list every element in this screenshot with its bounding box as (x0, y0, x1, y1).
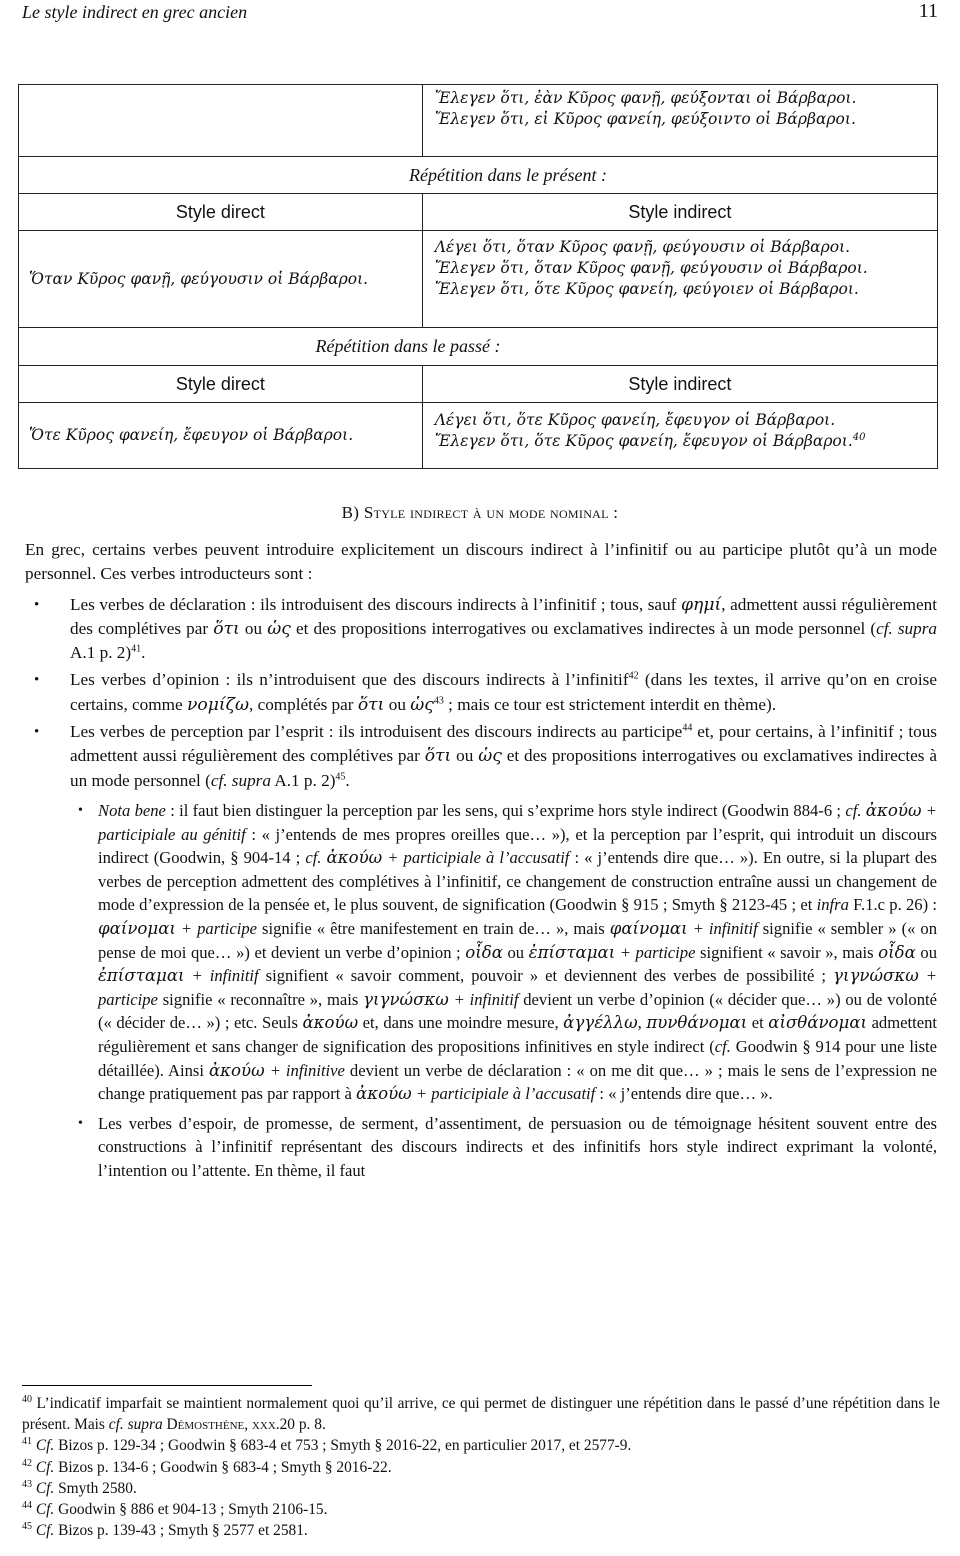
past-section-title: Répétition dans le passé : (315, 336, 501, 356)
text: ou (915, 942, 938, 962)
table-header-cell (422, 366, 937, 403)
text: . (345, 770, 350, 790)
text: signifie « être manifestement en train de… », mais (257, 918, 610, 938)
italic-text: cf. supra (108, 1416, 163, 1434)
text: F.1.c p. 26) : (848, 895, 937, 915)
text: ou (502, 942, 529, 962)
text: admettent régulièrement et sans changer de signification des propositions infinitives en style indirect ( (98, 1013, 937, 1056)
text: signifie « reconnaître », mais (157, 989, 364, 1009)
text: et, pour certains, à l’infinitif ; tous admettent aussi régulièrement des complétives par (70, 722, 937, 766)
text: Bizos p. 139-43 ; Smyth § 2577 et 2581. (54, 1522, 308, 1540)
italic-text: cf. (305, 848, 322, 868)
text: signifient « savoir », mais (695, 942, 879, 962)
greek-word: ὡς (478, 746, 502, 767)
table-cell (19, 231, 423, 328)
footnote (22, 1499, 940, 1520)
text: signifient « savoir comment, pouvoir » et deviennent des verbes de possibilité ; (258, 966, 834, 986)
page-header (22, 0, 938, 34)
table-cell (19, 403, 423, 469)
table-header-cell (19, 194, 423, 231)
greek-word: οἶδα (878, 942, 916, 962)
greek-word: ἀκούω (326, 848, 383, 868)
italic-text: + participe (615, 942, 696, 962)
footnote (22, 1457, 940, 1478)
footnote-ref: 40 (852, 431, 866, 443)
text: et des propositions interrogatives ou exclamatives indirectes à un mode personnel ( (70, 746, 937, 790)
footnote (22, 1435, 940, 1456)
italic-text: Cf. (35, 1437, 55, 1455)
footnote-number: 40 (22, 1393, 32, 1405)
text: L’indicatif imparfait se maintient normalement quoi qu’il arrive, ce qui permet de distinguer une répétition dans le passé d’une répétition dans le présent. Mais (22, 1395, 940, 1434)
list-item: • Les verbes d’espoir, de promesse, de serment, d’assentiment, de persuasion ou de témoignage hésitent souvent entre des constructions à l’infinitif représentant des discours indirects et des infinitifs hors style indirect exprimant la volonté, l’intention ou l’attente. En thème, il faut (0, 1112, 937, 1183)
footnote-ref: 43 (433, 695, 444, 707)
text: .20 p. 8. (275, 1416, 326, 1434)
text: A.1 p. 2) (70, 643, 132, 663)
table-cell-intro-examples (422, 85, 937, 157)
text: ou (451, 746, 479, 766)
italic-text: cf. (714, 1036, 731, 1056)
text: : « j’entends dire que… ». (595, 1084, 773, 1104)
footnote-ref: 41 (131, 643, 142, 655)
text: Les verbes de déclaration : ils introduisent des discours indirects à l’infinitif ; tous, sauf (70, 594, 681, 614)
text: Bizos p. 134-6 ; Goodwin § 683-4 ; Smyth § 2016-22. (54, 1458, 392, 1476)
footnote-ref: 42 (628, 670, 639, 682)
table-section-row (19, 328, 938, 366)
greek-word: γιγνώσκω (833, 966, 919, 986)
footnotes (22, 1393, 940, 1541)
text: devient un verbe de déclaration : « on me dit que… » ; mais le sens de l’expression ne change pratiquement pas par rapport à (98, 1060, 938, 1104)
greek-line: Λέγει ὅτι, ὅτε Κῦρος φανείη, ἔφευγον οἱ Βάρβαροι. (434, 411, 836, 429)
italic-text: + participiale à l’accusatif (382, 848, 570, 868)
greek-word: ἐπίσταμαι (98, 966, 185, 986)
text: devient un verbe d’opinion (« décider que… ») ou de volonté (« décider de… ») ; etc. Seuls (98, 989, 937, 1033)
intro-paragraph: En grec, certains verbes peuvent introduire explicitement un discours indirect à l’infinitif ou au participe plutôt qu’à un mode personnel. Ces verbes introducteurs sont : (25, 540, 937, 584)
greek-line: Ἔλεγεν ὅτι, ὅταν Κῦρος φανῇ, φεύγουσιν οἱ Βάρβαροι. (434, 259, 868, 277)
greek-word: ὅτι (213, 618, 240, 639)
footnote-number: 42 (22, 1457, 32, 1469)
text: et, dans une moindre mesure, (358, 1013, 564, 1033)
text: Goodwin § 914 pour une liste détaillée). Ainsi (98, 1036, 938, 1080)
italic-text: + participe (175, 918, 258, 938)
italic-text: + infinitif (448, 989, 519, 1009)
text: Bizos p. 129-34 ; Goodwin § 683-4 et 753 ; Smyth § 2016-22, en particulier 2017, et 2577-9. (54, 1437, 632, 1455)
italic-text: Cf. (35, 1501, 55, 1519)
nota-bene-item (0, 799, 937, 1106)
greek-word: οἶδα (465, 942, 503, 962)
greek-text: Ἔλεγεν ὅτι, ὅτε Κῦρος φανείη, ἔφευγον οἱ Βάρβαροι. (434, 432, 853, 450)
italic-text: Cf. (35, 1522, 55, 1540)
italic-text: + infinitif (184, 966, 259, 986)
greek-word: ἀγγέλλω (563, 1013, 638, 1033)
greek-line: Ἔλεγεν ὅτι, ἐὰν Κῦρος φανῇ, φεύξονται οἱ Βάρβαροι. (434, 89, 857, 107)
style-direct-heading: Style direct (175, 202, 265, 222)
list-item (0, 668, 937, 717)
greek-line: Λέγει ὅτι, ὅταν Κῦρος φανῇ, φεύγουσιν οἱ Βάρβαροι. (434, 238, 851, 256)
greek-word: νομίζω (186, 694, 249, 715)
text: ou (384, 694, 411, 714)
style-indirect-heading: Style indirect (628, 374, 732, 394)
greek-word: ἀκούω (865, 800, 922, 820)
footnote-ref: 45 (335, 770, 346, 782)
running-title: Le style indirect en grec ancien (22, 2, 248, 22)
page-number: 11 (918, 0, 938, 22)
hope-verbs-list (0, 1112, 937, 1183)
greek-word: γιγνώσκω (363, 989, 449, 1009)
italic-text: Nota bene (98, 800, 166, 820)
text: et des propositions interrogatives ou exclamatives indirectes à un mode personnel ( (290, 618, 877, 638)
style-indirect-heading: Style indirect (628, 202, 732, 222)
citation: cf. supra (876, 618, 938, 638)
greek-word: φαίνομαι (609, 918, 688, 938)
table-cell (422, 403, 937, 469)
text: et (747, 1013, 769, 1033)
text: , (637, 1013, 647, 1033)
greek-word: ἐπίσταμαι (528, 942, 616, 962)
section-label: B) (341, 503, 364, 522)
greek-line: Ὅταν Κῦρος φανῇ, φεύγουσιν οἱ Βάρβαροι. (29, 269, 369, 288)
italic-text: + infinitif (687, 918, 758, 938)
footnote-number: 45 (22, 1521, 32, 1533)
footnote (22, 1520, 940, 1541)
greek-word: ἀκούω (208, 1060, 265, 1080)
greek-word: ὡς (267, 618, 291, 639)
greek-word: φαίνομαι (98, 918, 176, 938)
greek-word: ὅτι (357, 694, 385, 715)
footnote-number: 44 (22, 1499, 32, 1511)
citation: cf. supra (210, 770, 271, 790)
greek-line: Ὅτε Κῦρος φανείη, ἔφευγον οἱ Βάρβαροι. (29, 426, 354, 444)
italic-text: cf. (845, 800, 862, 820)
present-section-title: Répétition dans le présent : (409, 165, 607, 185)
italic-text: + participiale au génitif (98, 800, 937, 844)
text: : « j’entends dire que… »). En outre, si la plupart des verbes de perception admettent des complétives à l’infinitif, ce changement de construction entraîne aussi un changement de mode d’expression de la pensée et, le plus souvent, de signification (Goodwin § 915 ; Smyth § 2123-45 ; et (98, 848, 937, 915)
nota-bene-list (0, 799, 937, 1106)
footnote-number: 43 (22, 1478, 32, 1490)
italic-text: Cf. (35, 1458, 55, 1476)
italic-text: Cf. (35, 1479, 55, 1497)
table-cell-empty (19, 85, 423, 157)
footnote (22, 1478, 940, 1499)
list-item (0, 593, 937, 666)
section-body (25, 538, 937, 1182)
list-item (0, 720, 937, 793)
text: , complétés par (248, 694, 358, 714)
footnote-separator (22, 1385, 312, 1386)
greek-line (435, 431, 937, 452)
verb-class-list (0, 593, 937, 793)
greek-word: φημί (681, 594, 722, 615)
small-caps-text: Démosthène, xxx (166, 1416, 276, 1434)
text: , admettent aussi régulièrement des complétives par (70, 594, 937, 638)
style-direct-heading: Style direct (175, 374, 265, 394)
section-heading (0, 503, 960, 523)
text: Les verbes de perception par l’esprit : ils introduisent des discours indirects au participe (70, 722, 683, 742)
text: signifie « sembler » (« on pense de moi que… ») et devient un verbe d’opinion ; (98, 918, 938, 962)
greek-word: ὡς (410, 694, 434, 715)
repetition-table (18, 84, 938, 469)
text: Les verbes d’opinion : ils n’introduisent que des discours indirects à l’infinitif (70, 670, 629, 690)
text: Goodwin § 886 et 904-13 ; Smyth 2106-15. (54, 1501, 328, 1519)
text: (dans les textes, il arrive qu’on en croise certains, comme (70, 670, 937, 714)
greek-word: ἀκούω (302, 1013, 359, 1033)
footnote-number: 41 (22, 1436, 32, 1448)
text: ; mais ce tour est strictement interdit en thème). (443, 694, 777, 714)
text: : il faut bien distinguer la perception par les sens, qui s’exprime hors style indirect (Goodwin 884-6 ; (165, 800, 846, 820)
table-section-row (19, 157, 938, 194)
greek-word: αἰσθάνομαι (768, 1013, 868, 1033)
text: ou (239, 618, 268, 638)
text: Smyth 2580. (54, 1479, 137, 1497)
section-title: Style indirect à un mode nominal : (363, 503, 619, 522)
greek-line: Ἔλεγεν ὅτι, εἰ Κῦρος φανείη, φεύξοιντο οἱ Βάρβαροι. (434, 110, 856, 128)
italic-text: + infinitive (264, 1060, 345, 1080)
table-header-cell (422, 194, 937, 231)
greek-word: ὅτι (424, 746, 452, 767)
text: A.1 p. 2) (270, 770, 336, 790)
footnote (22, 1393, 940, 1435)
text: : « j’entends de mes propres oreilles que… »), et la perception par l’esprit, qui introduit un discours indirect (Goodwin, § 904-14 ; (98, 824, 937, 868)
greek-line: Ἔλεγεν ὅτι, ὅτε Κῦρος φανείη, φεύγοιεν οἱ Βάρβαροι. (434, 280, 859, 298)
italic-text: infra (816, 895, 849, 915)
italic-text: + participiale à l’accusatif (411, 1084, 596, 1104)
greek-word: πυνθάνομαι (646, 1013, 748, 1033)
greek-word: ἀκούω (356, 1084, 412, 1104)
italic-text: + participe (98, 966, 937, 1009)
table-header-cell (19, 366, 423, 403)
footnote-ref: 44 (682, 722, 693, 734)
table-cell (422, 231, 937, 328)
text: . (141, 643, 146, 663)
